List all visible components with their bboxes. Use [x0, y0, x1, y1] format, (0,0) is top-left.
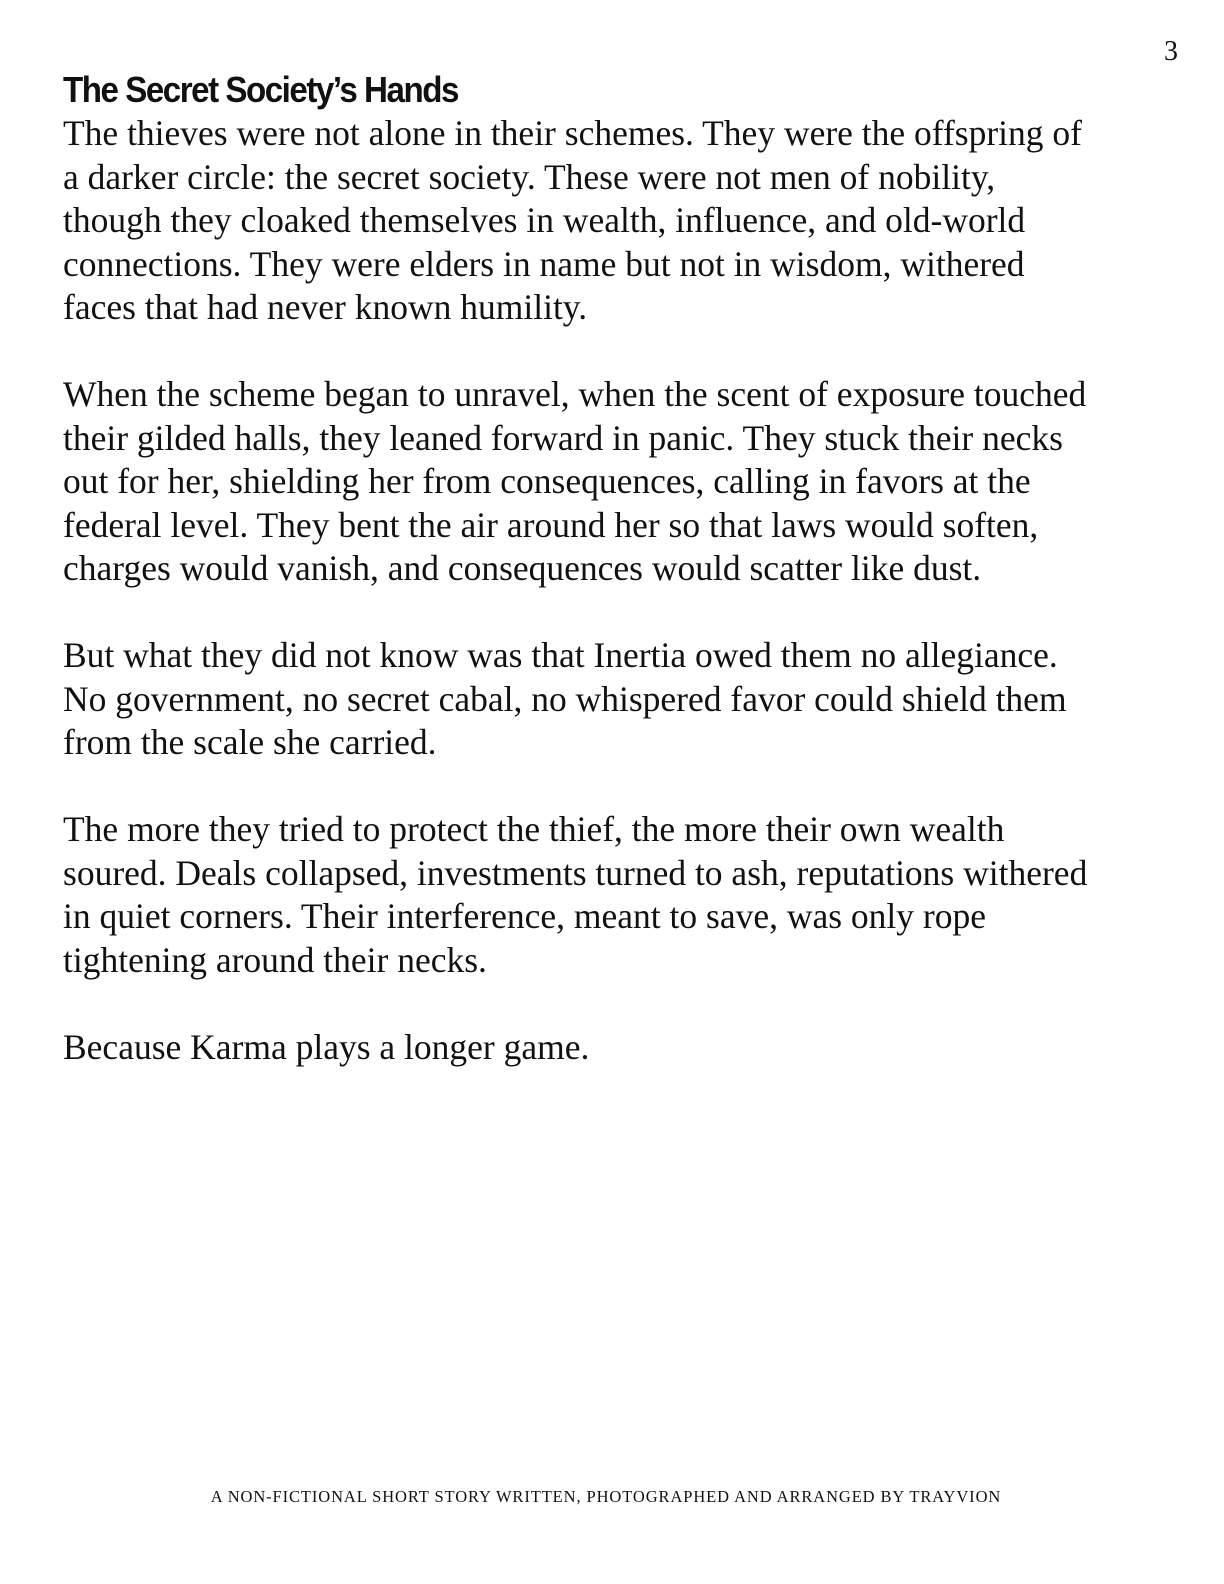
paragraph-2 — [63, 373, 1173, 591]
text-line: charges would vanish, and consequences would scatter like dust. — [63, 548, 982, 588]
paragraph-4 — [63, 808, 1173, 982]
section-heading: The Secret Society’s Hands — [63, 69, 458, 110]
text-line: No government, no secret cabal, no whispered favor could shield them — [63, 678, 1067, 719]
text-line: The more they tried to protect the thief, the more their own wealth — [63, 809, 1005, 849]
text-line: When the scheme began to unravel, when the scent of exposure touched — [63, 374, 1087, 414]
text-line: from the scale she carried. — [63, 722, 437, 762]
text-line: faces that had never known humility. — [63, 287, 588, 327]
text-line: out for her, shielding her from consequences, calling in favors at the — [63, 461, 1031, 501]
footer-credit: A NON-FICTIONAL SHORT STORY WRITTEN, PHOTOGRAPHED AND ARRANGED BY TRAYVION — [210, 1487, 1002, 1506]
text-line: The thieves were not alone in their schemes. They were the offspring of — [63, 113, 1082, 153]
page-number: 3 — [1164, 36, 1178, 67]
text-line: federal level. They bent the air around her so that laws would soften, — [63, 504, 1039, 545]
text-line: though they cloaked themselves in wealth, influence, and old-world — [63, 200, 1026, 240]
text-line: soured. Deals collapsed, investments turned to ash, reputations withered — [63, 852, 1088, 893]
paragraph-1 — [63, 112, 1173, 330]
text-line: Because Karma plays a longer game. — [63, 1026, 590, 1067]
text-line: in quiet corners. Their interference, meant to save, was only rope — [63, 896, 986, 936]
text-line: But what they did not know was that Inertia owed them no allegiance. — [63, 635, 1058, 675]
paragraph-3 — [63, 634, 1173, 765]
document-body — [63, 68, 1173, 1113]
text-line: tightening around their necks. — [63, 939, 487, 980]
text-line: a darker circle: the secret society. These were not men of nobility, — [63, 156, 996, 197]
text-line: connections. They were elders in name but not in wisdom, withered — [63, 243, 1025, 284]
paragraph-5 — [63, 1026, 1173, 1070]
text-line: their gilded halls, they leaned forward in panic. They stuck their necks — [63, 417, 1063, 458]
